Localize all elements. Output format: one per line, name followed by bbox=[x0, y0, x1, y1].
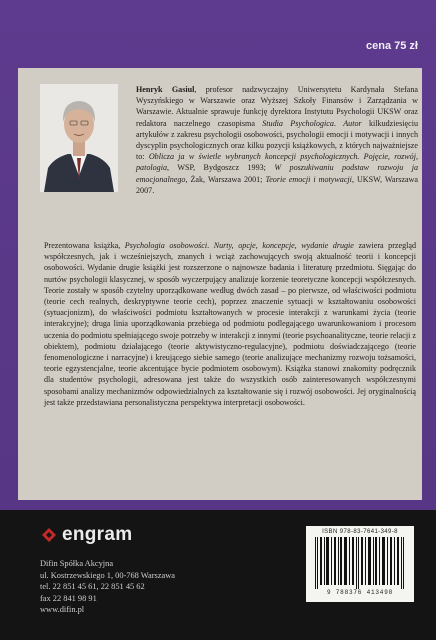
ean-digits: 9 788376 413498 bbox=[326, 589, 393, 596]
bio-text-1: , profesor nadzwyczajny Uniwersytetu Kardynała Stefana Wyszyńskiego w Warszawie oraz Wyższej Szkoły Finansów i Zarządzania w Warszawie. Aktualnie sprawuje funkcję dyrektora Instytutu Psychologii UKSW oraz redaktora naczelnego czasopisma bbox=[136, 85, 418, 128]
author-portrait-image bbox=[40, 84, 118, 192]
author-name: Henryk Gasiul bbox=[136, 85, 195, 94]
price-label: cena 75 zł bbox=[366, 40, 418, 52]
isbn-barcode bbox=[306, 526, 414, 602]
publisher-phone: tel. 22 851 45 61, 22 851 45 62 bbox=[40, 582, 145, 591]
bio-text-2: . bbox=[333, 118, 344, 128]
publisher-fax: fax 22 841 98 91 bbox=[40, 593, 97, 603]
desc-text-3: zawiera przegląd współczesnych, jak i wcześniejszych, znanych i wciąż zachowujących swoją aktualność teorii i koncepcji osobowości. Wydanie drugie książki jest rozszerzone o najnowsze badania i literaturę przedmiotu. Sięgając do nurtów psychologii klasycznej, w sposób wyczerpujący analizuje korzenie teoretyczne koncepcji współczesnych. Teorie zostały w sposób czytelny uporządkowane według dwóch zasad – po pierwsze, od właściwości podmiotu (teorie cech realnych, deskryptywne teorie cech), poprzez znaczenie sytuacji w kształtowaniu osobowości (sytuacjonizm), do właściwości podmiotu kształtowanych w procesie interakcji z warunkami życia (teorie interakcyjne); druga linia uporządkowania przebiega od podmiotu podlegającego uwarunkowaniom i procesom uczenia do podmiotu spełniającego swoje potrzeby w interakcji z innymi (teorie psychoanalityczne, teorie relacji z obiektem), podmiotu działającego (teorie aktywistyczno-regulacyjne), podmiotu doświadczającego (teorie fenomenologiczne i narracyjne) i kreującego siebie samego (teorie analizujące mechanizmy rozwoju tożsamości, teorie egzystencjalne, teorie akcentujące bycie podmiotem osobowym). Książka stanowi znakomity podręcznik dla studentów psychologii, adresowana jest także do wszystkich osób zainteresowanych współczesnymi sposobami analizy mechanizmów odpowiedzialnych za kształtowanie się i rozwój osobowości. Jej oryginalnością jest także przedstawiana personalistyczna perspektywa interpretacji osobowości. bbox=[44, 241, 417, 407]
bio-book-title-1: Oblicza ja w świetle wybranych koncepcji psychologicznych. Pojęcie, rozwój, patologia bbox=[136, 152, 418, 173]
publisher-footer bbox=[0, 510, 436, 640]
bio-book-title-2: W poszukiwaniu podstaw rozwoju ja emocjonalnego bbox=[136, 163, 418, 184]
bio-text-4: , WSP, Bydgoszcz 1993; bbox=[167, 163, 275, 173]
publisher-website[interactable]: www.difin.pl bbox=[40, 605, 85, 614]
isbn-text: ISBN 978-83-7641-349-8 bbox=[322, 529, 398, 535]
bio-text-5: , Żak, Warszawa 2001; bbox=[185, 174, 266, 184]
publisher-address bbox=[40, 558, 175, 616]
engram-logo-icon bbox=[40, 526, 58, 544]
author-bio-section bbox=[18, 68, 422, 238]
bio-text-3: kilkudziesięciu artykułów z zakresu psychologii osobowości, psychologii emocji i motywacji i innych dyscyplin psychologicznych oraz kilku pozycji książkowych, z których najważniejsze to: bbox=[136, 118, 418, 162]
author-bio-text bbox=[136, 84, 418, 196]
engram-logo bbox=[40, 524, 132, 546]
bio-text-6: , UKSW, Warszawa 2007. bbox=[136, 174, 418, 195]
desc-text-2: . bbox=[207, 241, 214, 250]
bio-text-author-word: Autor bbox=[343, 118, 362, 128]
publisher-street: ul. Kostrzewskiego 1, 00-768 Warszawa bbox=[40, 570, 175, 580]
desc-book-subtitle: Nurty, opcje, koncepcje, wydanie drugie bbox=[213, 241, 354, 250]
book-description bbox=[44, 240, 416, 408]
barcode-bars bbox=[311, 537, 409, 589]
publisher-name: Difin Spółka Akcyjna bbox=[40, 559, 114, 568]
bio-book-title-3: Teorie emocji i motywacji bbox=[265, 174, 352, 184]
author-photo bbox=[40, 84, 118, 192]
bio-journal-title: Studia Psychologica bbox=[262, 118, 334, 128]
text-panel bbox=[18, 68, 422, 500]
desc-text-1: Prezentowana książka, bbox=[44, 241, 125, 250]
engram-logo-text: engram bbox=[62, 524, 133, 545]
desc-book-title: Psychologia osobowości bbox=[124, 241, 208, 250]
